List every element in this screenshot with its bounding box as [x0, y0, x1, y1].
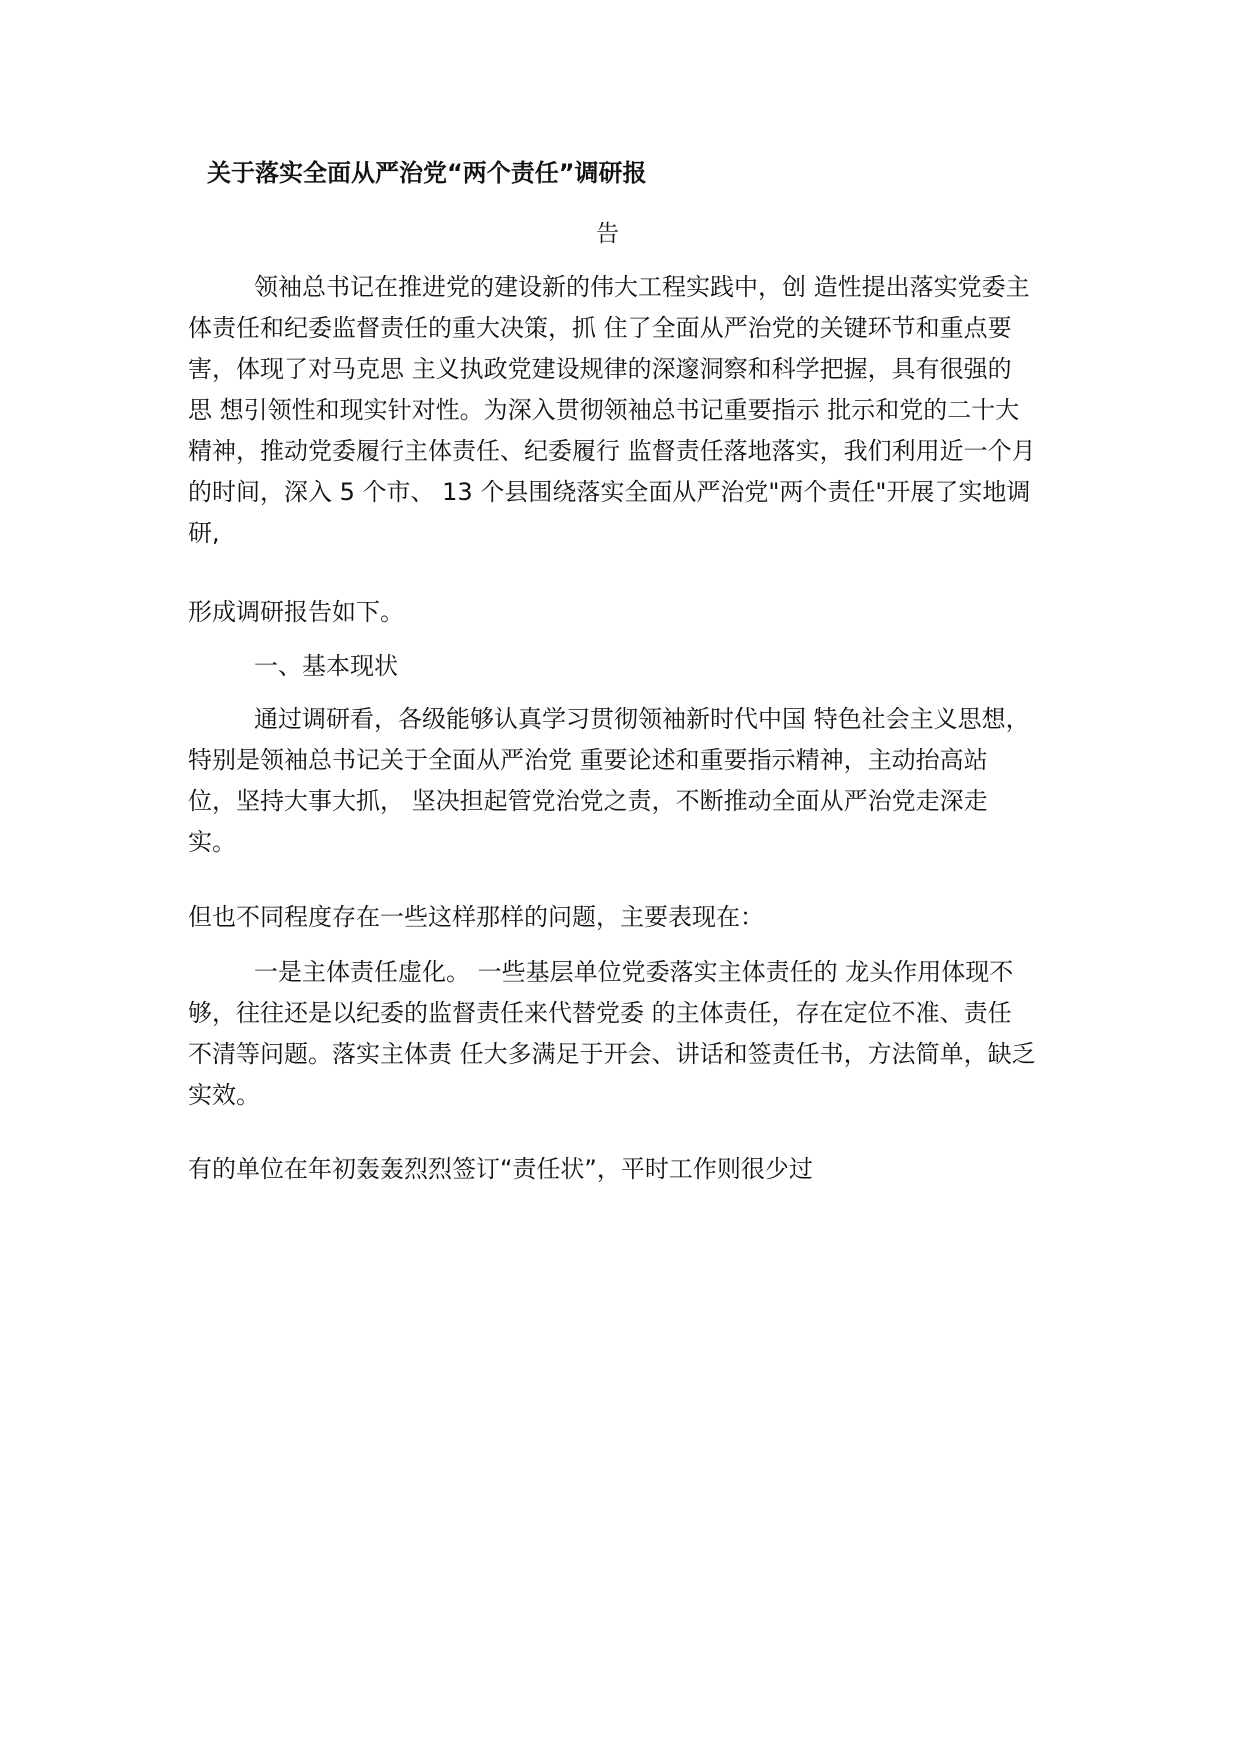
paragraph-conclusion-intro: 形成调研报告如下。 [188, 598, 404, 626]
paragraph-status [188, 699, 1068, 863]
paragraph-line: 通过调研看，各级能够认真学习贯彻领袖新时代中国 特色社会主义思想， [254, 705, 1030, 733]
paragraph-intro [188, 267, 1068, 554]
paragraph-trailing: 有的单位在年初轰轰烈烈签订“责任状”，平时工作则很少过 [188, 1155, 813, 1183]
paragraph-line: 不清等问题。落实主体责 任大多满足于开会、讲话和签责任书，方法简单，缺乏 [188, 1040, 1036, 1068]
paragraph-line: 思 想引领性和现实针对性。为深入贯彻领袖总书记重要指示 批示和党的二十大 [188, 396, 1020, 424]
paragraph-line: 精神，推动党委履行主体责任、纪委履行 监督责任落地落实，我们利用近一个月 [188, 437, 1036, 465]
paragraph-problems-intro: 但也不同程度存在一些这样那样的问题，主要表现在： [188, 903, 764, 931]
paragraph-line: 一是主体责任虚化。 一些基层单位党委落实主体责任的 龙头作用体现不 [254, 958, 1014, 986]
section-heading: 一、基本现状 [254, 652, 398, 680]
document-title-continuation: 告 [596, 221, 619, 247]
paragraph-problem-one [188, 952, 1068, 1116]
paragraph-line: 特别是领袖总书记关于全面从严治党 重要论述和重要指示精神，主动抬高站 [188, 746, 988, 774]
paragraph-line: 体责任和纪委监督责任的重大决策，抓 住了全面从严治党的关键环节和重点要 [188, 314, 1012, 342]
paragraph-line: 的时间，深入 5 个市、 13 个县围绕落实全面从严治党"两个责任"开展了实地调 [188, 478, 1031, 506]
paragraph-line: 害，体现了对马克思 主义执政党建设规律的深邃洞察和科学把握，具有很强的 [188, 355, 1012, 383]
document-title: 关于落实全面从严治党“两个责任”调研报 [207, 159, 647, 187]
paragraph-line: 研, [188, 519, 220, 547]
paragraph-line: 实效。 [188, 1081, 260, 1109]
paragraph-line: 够，往往还是以纪委的监督责任来代替党委 的主体责任，存在定位不准、责任 [188, 999, 1012, 1027]
paragraph-line: 实。 [188, 828, 236, 856]
paragraph-line: 领袖总书记在推进党的建设新的伟大工程实践中，创 造性提出落实党委主 [254, 273, 1030, 301]
paragraph-line: 位，坚持大事大抓， 坚决担起管党治党之责，不断推动全面从严治党走深走 [188, 787, 988, 815]
